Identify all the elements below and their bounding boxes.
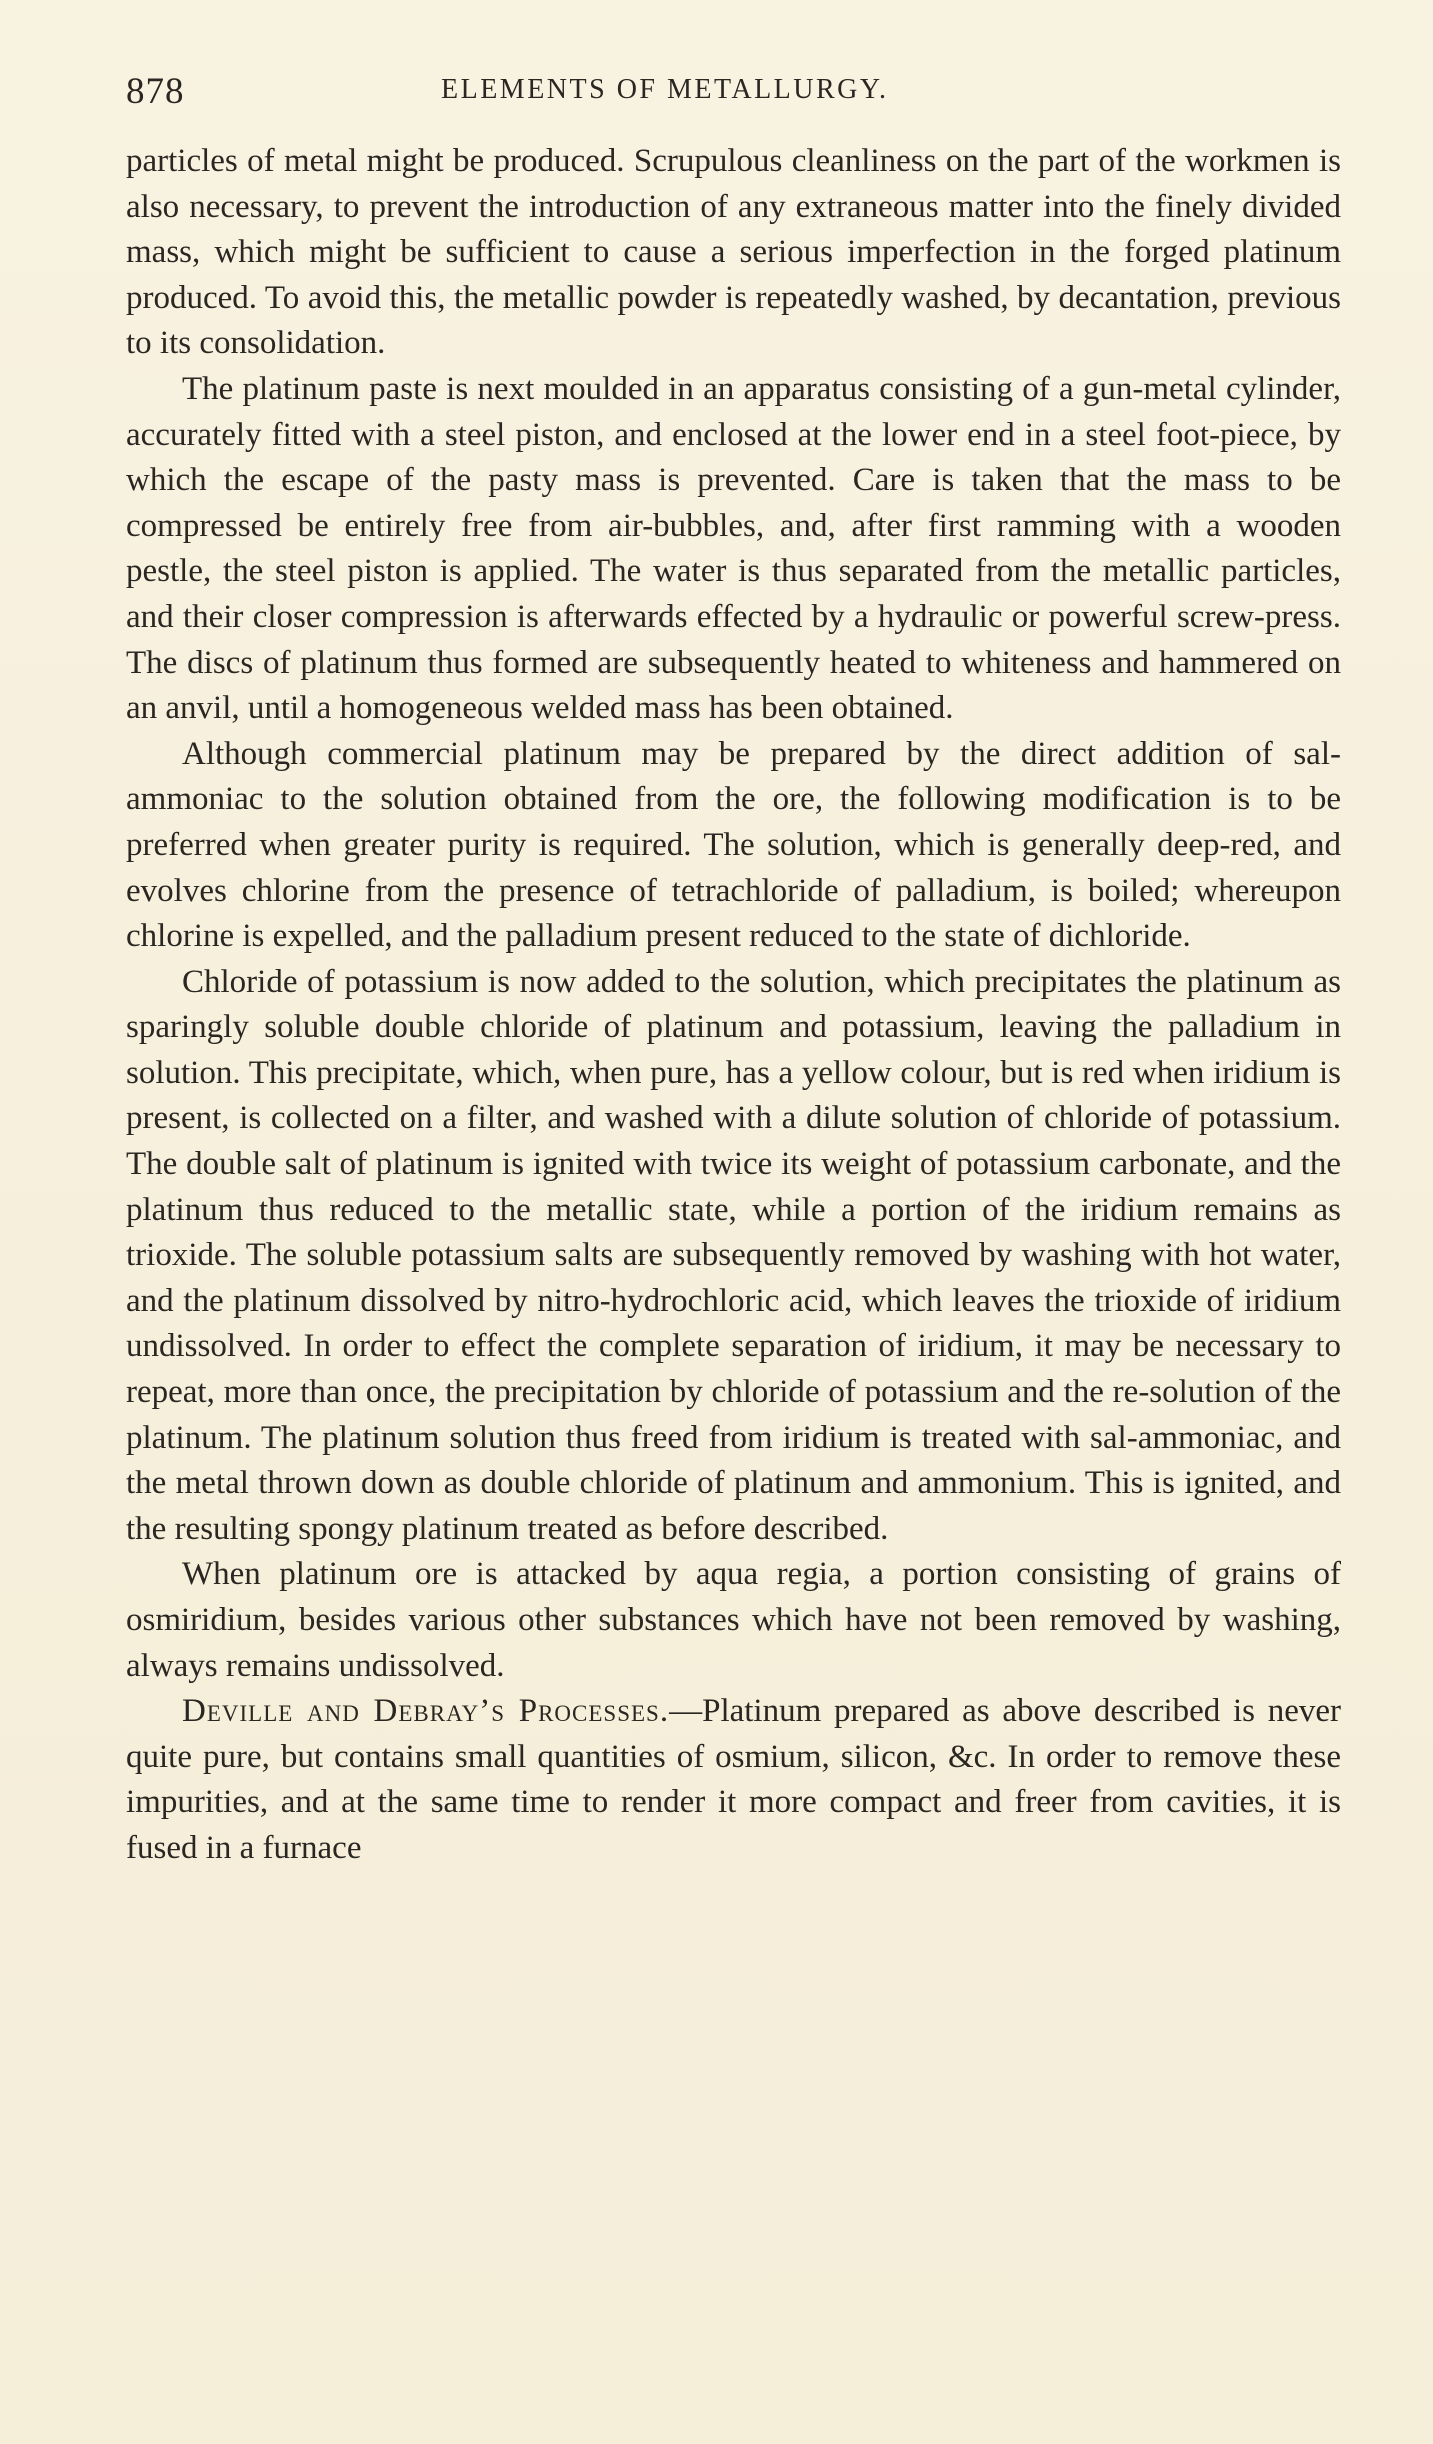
paragraph-5: When platinum ore is attacked by aqua regia, a portion consisting of grains of osmiridium, besides various other substances which have not been removed by washing, always remains undissolved. [126, 1556, 1341, 1684]
running-head [126, 70, 1341, 118]
running-title: ELEMENTS OF METALLURGY. [441, 74, 889, 105]
paragraph-4: Chloride of potassium is now added to the solution, which precipitates the platinum as sparingly soluble double chloride of platinum and potassium, leaving the palladium in solution. This precipitate, which, when pure, has a yellow colour, but is red when iridium is present, is collected on a filter, and washed with a dilute solution of chloride of potassium. The double salt of platinum is ignited with twice its weight of potassium carbonate, and the platinum thus reduced to the metallic state, while a portion of the iridium remains as trioxide. The soluble potassium salts are subsequently removed by washing with hot water, and the platinum dissolved by nitro-hydrochloric acid, which leaves the trioxide of iridium undissolved. In order to effect the complete separation of iridium, it may be necessary to repeat, more than once, the precipitation by chloride of potassium and the re-solution of the platinum. The platinum solution thus freed from iridium is treated with sal-ammoniac, and the metal thrown down as double chloride of platinum and ammonium. This is ignited, and the resulting spongy platinum treated as before described. [126, 963, 1341, 1547]
paragraph-6 [126, 1689, 1341, 1871]
section-heading: Deville and Debray’s Processes. [182, 1693, 670, 1730]
paragraph-2: The platinum paste is next moulded in an apparatus consisting of a gun-metal cylinder, accurately fitted with a steel piston, and enclosed at the lower end in a steel foot-piece, by which the escape of the pasty mass is prevented. Care is taken that the mass to be compressed be entirely free from air-bubbles, and, after first ramming with a wooden pestle, the steel piston is applied. The water is thus separated from the metallic particles, and their closer compression is afterwards effected by a hydraulic or powerful screw-press. The discs of platinum thus formed are subsequently heated to whiteness and hammered on an anvil, until a homogeneous welded mass has been obtained. [126, 370, 1341, 727]
paragraph-6-text: —Platinum prepared as above described is never quite pure, but contains small quantities of osmium, silicon, &c. In order to remove these impurities, and at the same time to render it more compact and freer from cavities, it is fused in a furnace [126, 1693, 1341, 1866]
paragraph-1: particles of metal might be produced. Scrupulous cleanliness on the part of the workmen is also necessary, to prevent the introduction of any extraneous matter into the finely divided mass, which might be sufficient to cause a serious imperfection in the forged platinum produced. To avoid this, the metallic powder is repeatedly washed, by decantation, previous to its consolidation. [126, 143, 1341, 362]
body-text [126, 139, 1341, 1872]
paragraph-3: Although commercial platinum may be prepared by the direct addition of sal-ammoniac to the solution obtained from the ore, the following modification is to be preferred when greater purity is required. The solution, which is generally deep-red, and evolves chlorine from the presence of tetrachloride of palladium, is boiled; whereupon chlorine is expelled, and the palladium present reduced to the state of dichloride. [126, 735, 1341, 955]
page-number: 878 [126, 71, 185, 112]
